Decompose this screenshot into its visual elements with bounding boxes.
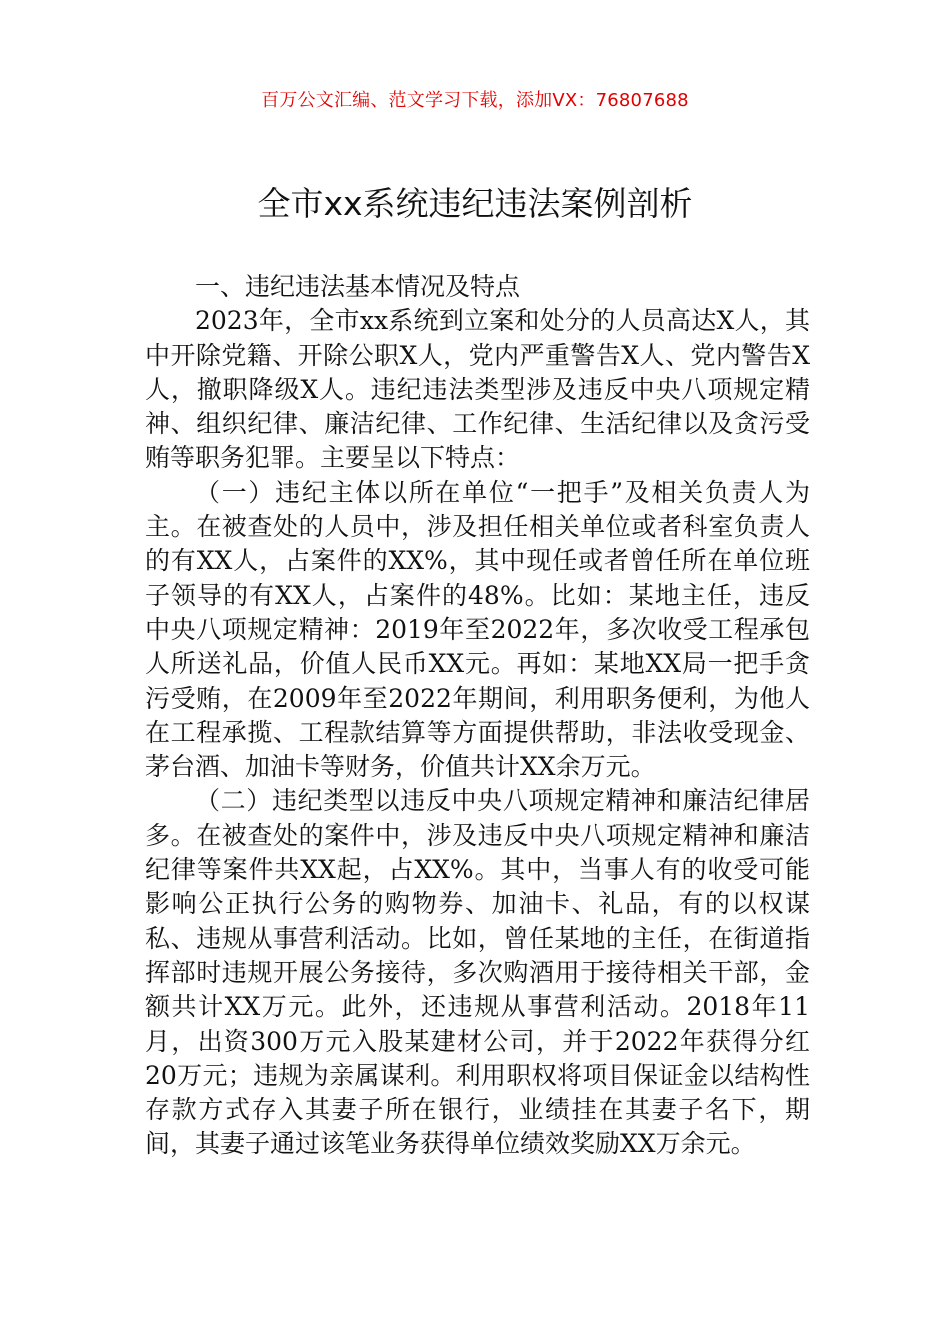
body-paragraph: （二）违纪类型以违反中央八项规定精神和廉洁纪律居多。在被查处的案件中，涉及违反中央八项规定精神和廉洁纪律等案件共XX起，占XX%。其中，当事人有的收受可能影响公正执行公务的购物券、加油卡、礼品，有的以权谋私、违规从事营利活动。比如，曾任某地的主任，在街道指挥部时违规开展公务接待，多次购酒用于接待相关干部，金额共计XX万元。此外，还违规从事营利活动。2018年11月，出资300万元入股某建材公司，并于2022年获得分红20万元；违规为亲属谋利。利用职权将项目保证金以结构性存款方式存入其妻子所在银行，业绩挂在其妻子名下，期间，其妻子通过该笔业务获得单位绩效奖励XX万余元。 xyxy=(145,786,810,1159)
header-contact-note: 百万公文汇编、范文学习下载，添加VX：76807688 xyxy=(261,90,689,111)
body-paragraph: 2023年，全市xx系统到立案和处分的人员高达X人，其中开除党籍、开除公职X人，党内严重警告X人、党内警告X人，撤职降级X人。违纪违法类型涉及违反中央八项规定精神、组织纪律、廉洁纪律、工作纪律、生活纪律以及贪污受贿等职务犯罪。主要呈以下特点： xyxy=(145,306,810,473)
document-title: 全市xx系统违纪违法案例剖析 xyxy=(257,184,693,223)
document-body xyxy=(145,270,810,1162)
body-paragraph: （一）违纪主体以所在单位“一把手”及相关负责人为主。在被查处的人员中，涉及担任相关单位或者科室负责人的有XX人，占案件的XX%，其中现任或者曾任所在单位班子领导的有XX人，占案件的48%。比如：某地主任，违反中央八项规定精神：2019年至2022年，多次收受工程承包人所送礼品，价值人民币XX元。再如：某地XX局一把手贪污受贿，在2009年至2022年期间，利用职务便利，为他人在工程承揽、工程款结算等方面提供帮助，非法收受现金、茅台酒、加油卡等财务，价值共计XX余万元。 xyxy=(145,477,810,782)
section-heading: 一、违纪违法基本情况及特点 xyxy=(195,272,521,301)
